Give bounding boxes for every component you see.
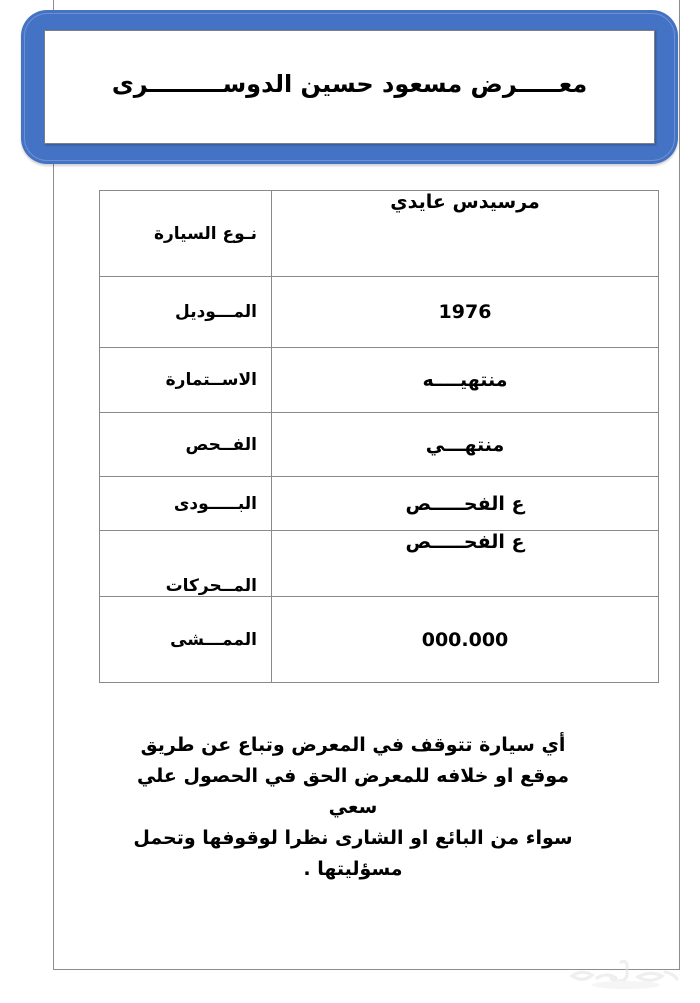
spec-value-car-type: مرسيدس عايدي bbox=[272, 191, 659, 277]
spec-value-engine: ع الفحـــــص bbox=[272, 531, 659, 597]
spec-label-model-year: المـــوديل bbox=[100, 277, 272, 348]
vehicle-spec-table bbox=[99, 190, 659, 683]
spec-label-car-type: نـوع السيارة bbox=[100, 191, 272, 277]
spec-table-body bbox=[100, 191, 659, 683]
spec-value-mileage: 000.000 bbox=[272, 597, 659, 683]
table-row bbox=[100, 413, 659, 477]
disclaimer-paragraph bbox=[118, 730, 588, 885]
table-row bbox=[100, 277, 659, 348]
header-title-box bbox=[44, 30, 655, 144]
disclaimer-line: مسؤليتها . bbox=[303, 858, 403, 880]
spec-value-body: ع الفحـــــص bbox=[272, 477, 659, 531]
spec-value-inspection: منتهـــي bbox=[272, 413, 659, 477]
table-row bbox=[100, 531, 659, 597]
table-row bbox=[100, 477, 659, 531]
disclaimer-line: سواء من البائع او الشارى نظرا لوقوفها وتحمل bbox=[133, 827, 573, 849]
table-row bbox=[100, 348, 659, 413]
disclaimer-line: موقع او خلافه للمعرض الحق في الحصول علي سعي bbox=[136, 765, 570, 818]
spec-label-body: البـــــودى bbox=[100, 477, 272, 531]
disclaimer-line: أي سيارة تتوقف في المعرض وتباع عن طريق bbox=[140, 734, 566, 756]
spec-label-registration: الاســتمارة bbox=[100, 348, 272, 413]
spec-value-model-year: 1976 bbox=[272, 277, 659, 348]
spec-label-inspection: الفــحص bbox=[100, 413, 272, 477]
table-row bbox=[100, 191, 659, 277]
header-banner bbox=[21, 10, 678, 164]
spec-label-mileage: الممـــشى bbox=[100, 597, 272, 683]
spec-value-registration: منتهيــــه bbox=[272, 348, 659, 413]
page-title: معـــــرض مسعود حسين الدوســـــــــرى bbox=[111, 70, 588, 98]
spec-label-engine: المــحركات bbox=[100, 531, 272, 597]
table-row bbox=[100, 597, 659, 683]
